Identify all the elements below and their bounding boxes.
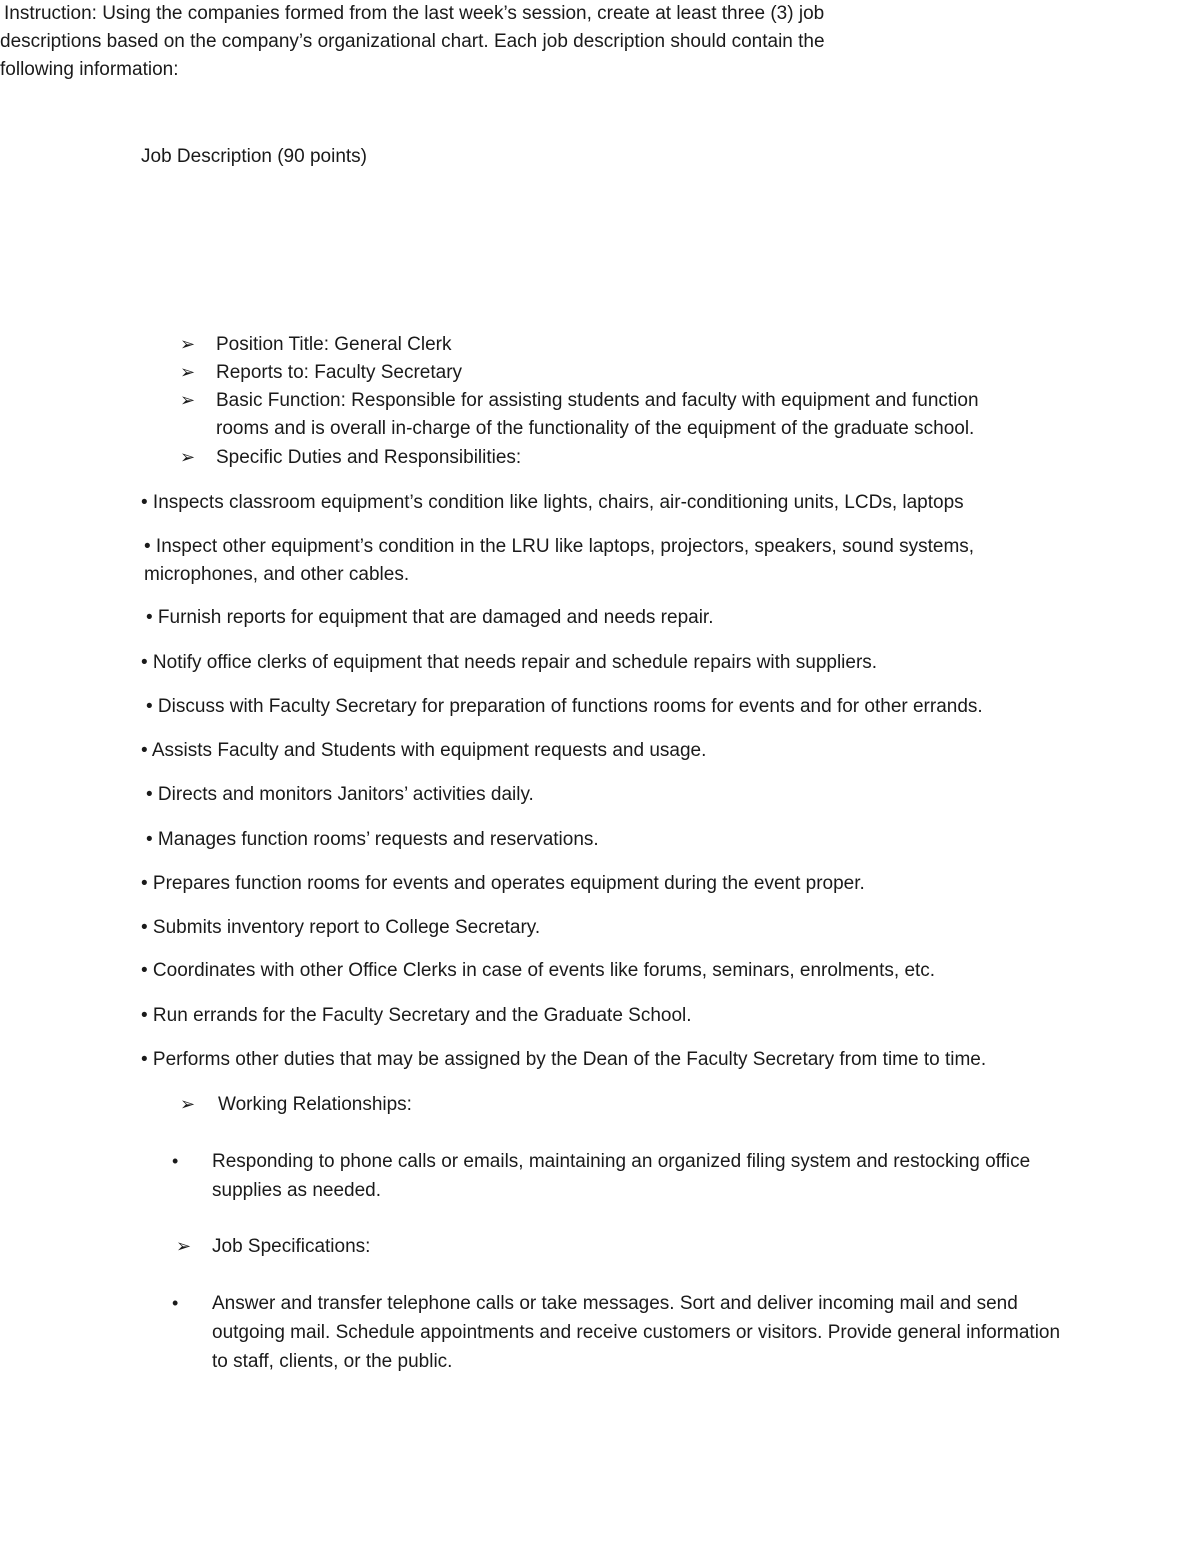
arrow-bullet-icon: ➢: [180, 1094, 196, 1115]
job-specifications-heading: Job Specifications:: [212, 1236, 371, 1257]
instruction-text: Instruction: Using the companies formed from the last week’s session, create at least three (3) job descriptions based on the company’s organizational chart. Each job description should contain the following information:: [0, 3, 825, 80]
document-title: Job Description (90 points): [141, 146, 367, 167]
position-title-text: Position Title: General Clerk: [216, 334, 452, 355]
duty-item: • Discuss with Faculty Secretary for preparation of functions rooms for events and for other errands.: [146, 696, 983, 717]
arrow-bullet-icon: ➢: [180, 390, 196, 411]
duty-item: • Prepares function rooms for events and operates equipment during the event proper.: [141, 873, 865, 894]
instruction-paragraph: [0, 0, 900, 84]
arrow-bullet-icon: ➢: [180, 334, 196, 355]
duty-item: • Inspect other equipment’s condition in the LRU like laptops, projectors, speakers, sound systems, microphones, and other cables.: [144, 536, 975, 585]
duty-item: • Inspects classroom equipment’s condition like lights, chairs, air-conditioning units, LCDs, laptops: [141, 492, 964, 513]
duty-item: • Performs other duties that may be assigned by the Dean of the Faculty Secretary from time to time.: [141, 1049, 987, 1070]
reports-to-text: Reports to: Faculty Secretary: [216, 362, 463, 383]
duty-item: • Directs and monitors Janitors’ activities daily.: [146, 784, 534, 805]
duty-item: • Submits inventory report to College Secretary.: [141, 917, 541, 938]
duty-item: • Furnish reports for equipment that are damaged and needs repair.: [146, 607, 714, 628]
duty-item: • Coordinates with other Office Clerks in case of events like forums, seminars, enrolments, etc.: [141, 960, 936, 981]
specific-duties-heading: Specific Duties and Responsibilities:: [216, 447, 522, 468]
bullet-icon: •: [172, 1293, 179, 1313]
arrow-bullet-icon: ➢: [180, 362, 196, 383]
arrow-bullet-icon: ➢: [180, 447, 196, 468]
duty-item: • Run errands for the Faculty Secretary and the Graduate School.: [141, 1005, 692, 1026]
job-specifications-text: Answer and transfer telephone calls or take messages. Sort and deliver incoming mail and send outgoing mail. Schedule appointments and receive customers or visitors. Provide general information to staff, clients, or the public.: [212, 1293, 1061, 1372]
bullet-icon: •: [172, 1151, 179, 1171]
duty-item: • Notify office clerks of equipment that needs repair and schedule repairs with suppliers.: [141, 652, 878, 673]
duty-item: • Manages function rooms’ requests and reservations.: [146, 829, 599, 850]
duty-item: • Assists Faculty and Students with equipment requests and usage.: [141, 740, 707, 761]
working-relationships-text: Responding to phone calls or emails, maintaining an organized filing system and restocking office supplies as needed.: [212, 1151, 1031, 1201]
basic-function-text: Basic Function: Responsible for assisting students and faculty with equipment and function rooms and is overall in-charge of the functionality of the equipment of the graduate school.: [216, 390, 979, 439]
working-relationships-heading: Working Relationships:: [218, 1094, 412, 1115]
arrow-bullet-icon: ➢: [176, 1236, 192, 1257]
